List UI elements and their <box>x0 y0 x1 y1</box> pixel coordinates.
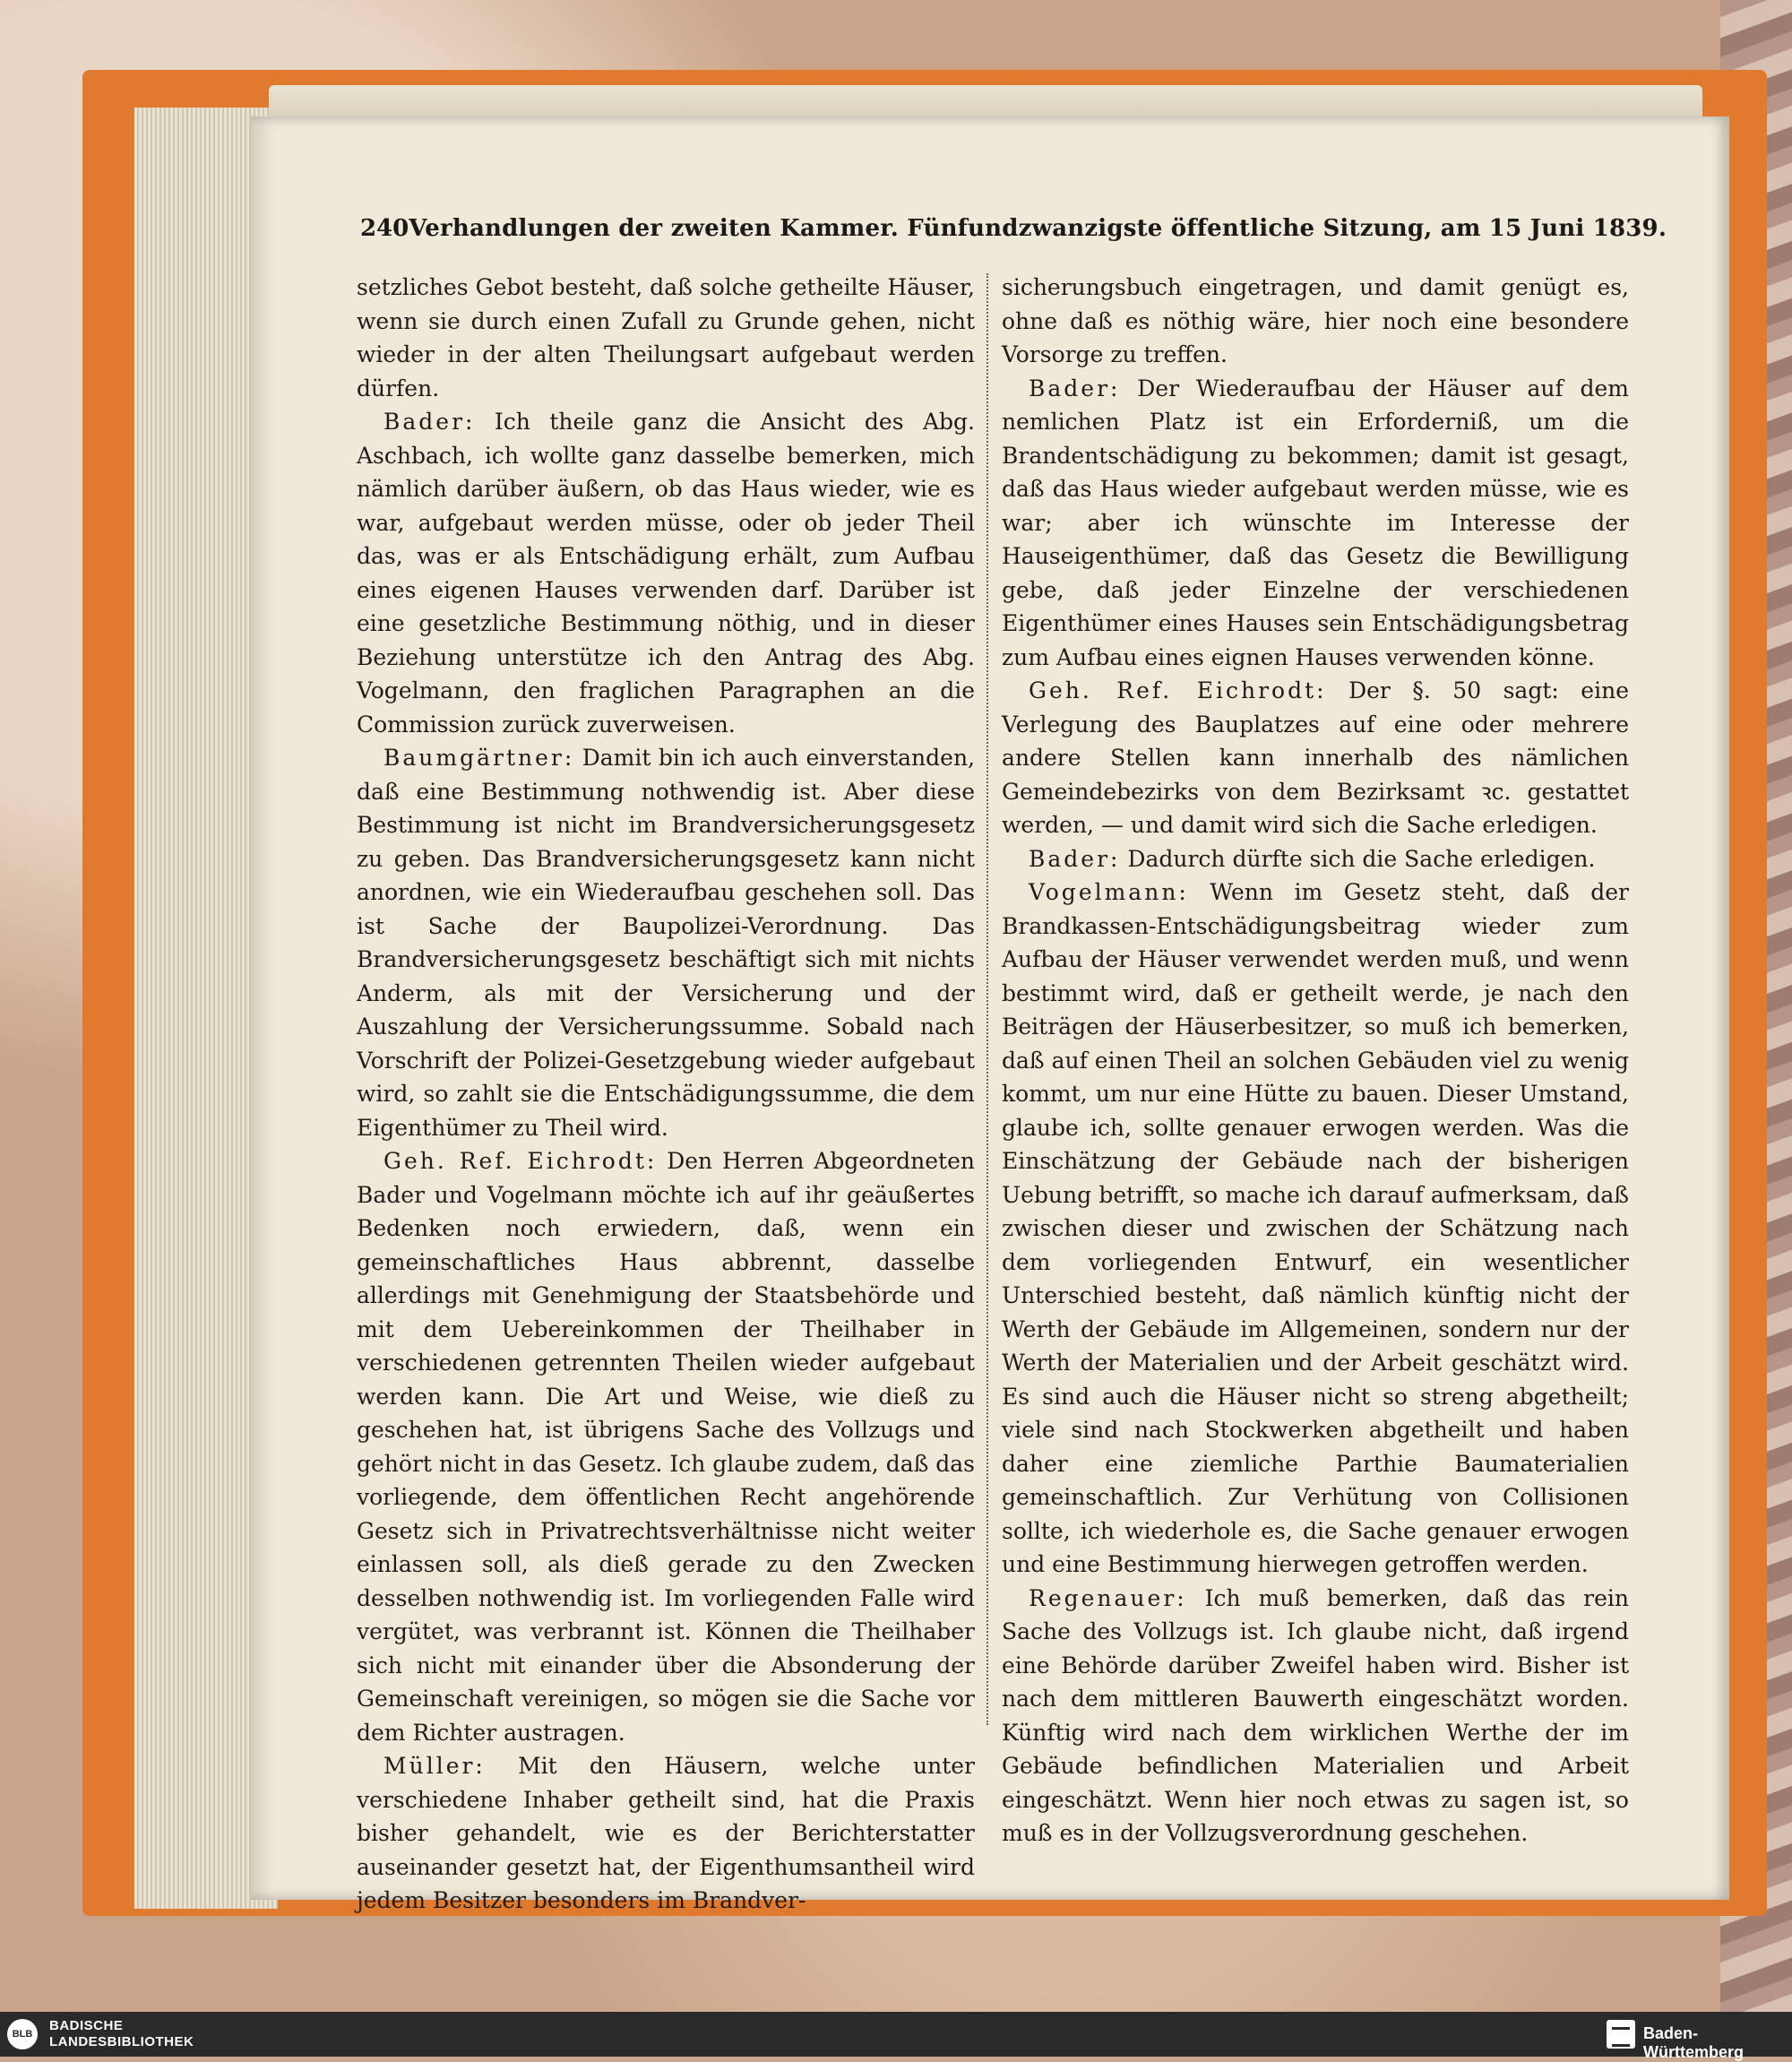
footer-bar <box>0 2012 1792 2061</box>
paragraph-text: Wenn im Gesetz steht, daß der Brandkassen-Entschädigungsbeitrag wieder zum Aufbau der Häuser verwendet werden muß, und wenn bestimmt wird, daß er getheilt werde, je nach den Beiträgen der Häuserbesitzer, so muß ich bemerken, daß auf einen Theil an solchen Gebäuden viel zu wenig kommt, um nur eine Hütte zu bauen. Dieser Umstand, glaube ich, sollte genauer erwogen werden. Was die Einschätzung der Gebäude nach der bisherigen Uebung betrifft, so mache ich darauf aufmerksam, daß zwischen dieser und zwischen der Schätzung nach dem vorliegenden Entwurf, ein wesentlicher Unterschied besteht, daß nämlich künftig nicht der Werth der Gebäude im Allgemeinen, sondern nur der Werth der Materialien und der Arbeit geschätzt wird. Es sind auch die Häuser nicht so streng abgetheilt; viele sind nach Stockwerken abgetheilt und haben daher eine ziemliche Parthie Baumaterialien gemeinschaftlich. Zur Verhütung von Collisionen sollte, ich wiederhole es, die Sache genauer erwogen und eine Bestimmung hierwegen getroffen werden. <box>1002 879 1629 1577</box>
running-head <box>360 215 1667 255</box>
page-number: 240 <box>360 215 409 242</box>
speaker-name: Bader: <box>1029 845 1121 872</box>
speaker-name: Geh. Ref. Eichrodt: <box>383 1148 658 1174</box>
paragraph <box>357 405 975 741</box>
column-divider <box>986 273 988 1725</box>
paragraph <box>357 741 975 1144</box>
paragraph <box>1002 372 1629 675</box>
speaker-name: Bader: <box>383 409 476 435</box>
paragraph <box>357 1749 975 1918</box>
paragraph-text: Damit bin ich auch einverstanden, daß eine Bestimmung nothwendig ist. Aber diese Bestimmung ist nicht im Brandversicherungsgesetz zu geben. Das Brandversicherungsgesetz kann nicht anordnen, wie ein Wiederaufbau geschehen soll. Das ist Sache der Baupolizei-Verordnung. Das Brandversicherungsgesetz beschäftigt sich mit nichts Anderm, als mit der Versicherung und der Auszahlung der Versicherungssumme. Sobald nach Vorschrift der Polizei-Gesetzgebung wieder aufgebaut wird, so zahlt sie die Entschädigungssumme, die dem Eigenthümer zu Theil wird. <box>357 745 975 1141</box>
paragraph <box>1002 876 1629 1582</box>
text-column-left <box>357 271 975 1918</box>
state-coat-of-arms-icon <box>1607 2020 1635 2049</box>
speaker-name: Geh. Ref. Eichrodt: <box>1029 677 1327 703</box>
library-name <box>49 2018 194 2050</box>
paragraph <box>1002 674 1629 842</box>
paragraph-text: Den Herren Abgeordneten Bader und Vogelmann möchte ich auf ihr geäußertes Bedenken noch erwiedern, daß, wenn ein gemeinschaftliches Haus abbrennt, dasselbe allerdings mit Genehmigung der Staatsbehörde und mit dem Uebereinkommen der Theilhaber in verschiedenen getrennten Theilen wieder aufgebaut werden kann. Die Art und Weise, wie dieß zu geschehen hat, ist übrigens Sache des Vollzugs und gehört nicht in das Gesetz. Ich glaube zudem, daß das vorliegende, dem öffentlichen Recht angehörende Gesetz sich in Privatrechtsverhältnisse nicht weiter einlassen soll, als dieß gerade zu den Zwecken desselben nothwendig ist. Im vorliegenden Falle wird vergütet, was verbrannt ist. Können die Theilhaber sich nicht mit einander über die Absonderung der Gemeinschaft vereinigen, so mögen sie die Sache vor dem Richter austragen. <box>357 1148 975 1746</box>
paragraph <box>1002 271 1629 372</box>
paragraph <box>357 1144 975 1749</box>
speaker-name: Regenauer: <box>1029 1584 1187 1611</box>
paragraph <box>357 271 975 405</box>
top-page-edge <box>269 85 1702 121</box>
blb-logo-icon: BLB <box>7 2019 38 2049</box>
paragraph-text: Dadurch dürfte sich die Sache erledigen. <box>1127 845 1596 872</box>
paragraph-text: sicherungsbuch eingetragen, und damit genügt es, ohne daß es nöthig wäre, hier noch eine besondere Vorsorge zu treffen. <box>1002 274 1629 367</box>
speaker-name: Müller: <box>383 1753 486 1779</box>
paragraph <box>1002 1582 1629 1851</box>
paragraph-text: Der Wiederaufbau der Häuser auf dem nemlichen Platz ist ein Erforderniß, um die Brandentschädigung zu bekommen; damit ist gesagt, daß das Haus wieder aufgebaut werden müsse, wie es war; aber ich wünschte im Interesse der Hauseigenthümer, daß das Gesetz die Bewilligung gebe, daß jeder Einzelne der verschiedenen Eigenthümer eines Hauses sein Entschädigungsbetrag zum Aufbau eines eignen Hauses verwenden könne. <box>1002 375 1630 670</box>
text-column-right <box>1002 271 1629 1851</box>
speaker-name: Baumgärtner: <box>383 745 575 771</box>
paragraph-text: Mit den Häusern, welche unter verschiedene Inhaber getheilt sind, hat die Praxis bisher gehandelt, wie es der Berichterstatter auseinander gesetzt hat, der Eigenthumsantheil wird jedem Besitzer besonders im Brandver- <box>357 1753 975 1913</box>
state-name: Baden-Württemberg <box>1643 2024 1744 2061</box>
paragraph <box>1002 842 1629 876</box>
paragraph-text: Ich theile ganz die Ansicht des Abg. Aschbach, ich wollte ganz dasselbe bemerken, mich nämlich darüber äußern, ob das Haus wieder, wie es war, aufgebaut werden müsse, oder ob jeder Theil das, was er als Entschädigung erhält, zum Aufbau eines eigenen Hauses verwenden darf. Darüber ist eine gesetzliche Bestimmung nöthig, und in dieser Beziehung unterstütze ich den Antrag des Abg. Vogelmann, den fraglichen Paragraphen an die Commission zurück zuverweisen. <box>357 409 975 738</box>
paragraph-text: Ich muß bemerken, daß das rein Sache des Vollzugs ist. Ich glaube nicht, daß irgend eine Behörde darüber Zweifel haben wird. Bisher ist nach dem mittleren Bauwerth eingeschätzt worden. Künftig wird nach dem wirklichen Werthe der im Gebäude befindlichen Materialien und Arbeit eingeschätzt. Wenn hier noch etwas zu sagen ist, so muß es in der Vollzugsverordnung geschehen. <box>1002 1584 1629 1846</box>
library-name-line2: LANDESBIBLIOTHEK <box>49 2034 194 2049</box>
paragraph-text: Der §. 50 sagt: eine Verlegung des Bauplatzes auf eine oder mehrere andere Stellen kann innerhalb des nämlichen Gemeindebezirks von dem Bezirksamt ꝛc. gestattet werden, — und damit wird sich die Sache erledigen. <box>1002 677 1629 838</box>
speaker-name: Vogelmann: <box>1029 879 1189 905</box>
library-name-line1: BADISCHE <box>49 2018 124 2033</box>
speaker-name: Bader: <box>1029 375 1121 401</box>
paragraph-text: setzliches Gebot besteht, daß solche getheilte Häuser, wenn sie durch einen Zufall zu Grunde gehen, nicht wieder in der alten Theilungsart aufgebaut werden dürfen. <box>357 274 975 401</box>
running-head-title: Verhandlungen der zweiten Kammer. Fünfundzwanzigste öffentliche Sitzung, am 15 Juni 1839. <box>409 215 1667 242</box>
